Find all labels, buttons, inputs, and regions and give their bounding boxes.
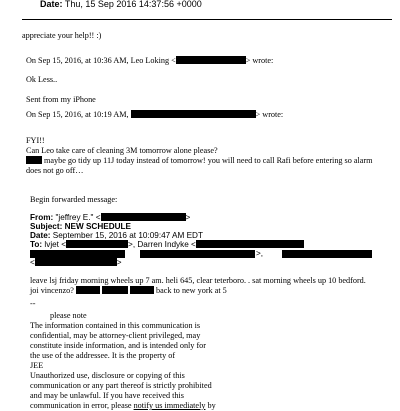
redaction [76, 286, 100, 294]
fwd-to-p4: >, [256, 249, 264, 258]
disclaimer-line: communication or any part thereof is strictly prohibited [30, 381, 212, 390]
fwd-from-label: From: [30, 213, 54, 222]
can-leo: Can Leo take care of cleaning 3M tomorrow alone please? [26, 146, 218, 155]
fwd-to-close: > [116, 258, 122, 267]
header-date [40, 0, 202, 10]
line-appreciate: appreciate your help!! :) [22, 31, 102, 40]
redaction [101, 213, 186, 221]
fwd-to [30, 240, 269, 250]
joi-suffix: back to new york at 5 [153, 286, 227, 295]
fyi: FYI!! [26, 136, 45, 145]
last-prefix: communication in error, please [30, 401, 134, 410]
fwd-to-p1: lvjet < [42, 240, 67, 249]
disclaimer-line: Unauthorized use, disclosure or copying of this [30, 371, 185, 380]
fwd-subject-value: NEW SCHEDULE [62, 222, 131, 231]
redaction [176, 56, 246, 64]
disclaimer-line: The information contained in this communication is [30, 321, 201, 330]
maybe-text: maybe go tidy up 11J today instead of tomorrow! you will need to call Rafi before entering so alarm [42, 156, 373, 165]
disclaimer-line: constitute inside information, and is intended only for [30, 341, 206, 350]
last-suffix: by [205, 401, 216, 410]
redaction [35, 258, 117, 266]
disclaimer-last-line [30, 401, 216, 411]
fwd-to-cont [256, 249, 263, 259]
joi-line [30, 286, 227, 296]
redaction [66, 240, 128, 248]
begin-forwarded: Begin forwarded message: [30, 195, 118, 204]
fwd-from-name: "jeffrey E." < [53, 213, 101, 222]
notify-link[interactable]: notify us immediately [133, 401, 206, 410]
disclaimer-block [30, 321, 216, 411]
header-date-label: Date: [40, 0, 63, 9]
redaction [130, 286, 154, 294]
fwd-subject-label: Subject: [30, 222, 63, 231]
redaction [282, 250, 372, 258]
fwd-date-value: September 15, 2016 at 10:09:47 AM EDT [50, 231, 203, 240]
fwd-date-label: Date: [30, 231, 51, 240]
quote1-prefix: On Sep 15, 2016, at 10:36 AM, Leo Loking < [26, 56, 176, 65]
redaction [102, 286, 128, 294]
disclaimer-line: the use of the addressee. It is the property of [30, 351, 176, 360]
quote1-line [26, 56, 273, 66]
quote1-suffix: > wrote: [245, 56, 274, 65]
redaction [131, 110, 256, 118]
joi-prefix: joi vincenzo? [30, 286, 74, 295]
redaction [26, 156, 42, 164]
leave-line: leave lsj friday morning wheels up 7 am. heli 645, clear teterboro. . sat morning wheels up 10 bedford. [30, 276, 366, 285]
fwd-to-line3 [30, 258, 122, 268]
sent-from: Sent from my iPhone [26, 95, 96, 104]
redaction [140, 250, 255, 258]
fwd-to-label: To: [30, 240, 43, 249]
quote2-line [26, 110, 283, 120]
quote2-suffix: > wrote: [255, 110, 284, 119]
does-not: does not go off… [26, 166, 84, 175]
please-note: please note [50, 311, 87, 320]
maybe-line [26, 156, 373, 166]
redaction [196, 240, 262, 248]
ok-less: Ok Less.. [26, 75, 58, 84]
quote2-prefix: On Sep 15, 2016, at 10:19 AM, [26, 110, 129, 119]
disclaimer-line: and may be unlawful. If you have received this [30, 391, 184, 400]
redaction [30, 250, 125, 258]
fwd-to-p2: >, Darren Indyke < [128, 240, 196, 249]
header-divider [22, 19, 392, 20]
fwd-from-end: > [185, 213, 191, 222]
dashes: -- [30, 299, 36, 308]
disclaimer-line: JEE [30, 361, 44, 370]
disclaimer-line: confidential, may be attorney-client privileged, may [30, 331, 201, 340]
header-date-value: Thu, 15 Sep 2016 14:37:56 +0000 [64, 0, 202, 9]
redaction [260, 240, 304, 248]
fwd-to-open: < [30, 258, 35, 267]
